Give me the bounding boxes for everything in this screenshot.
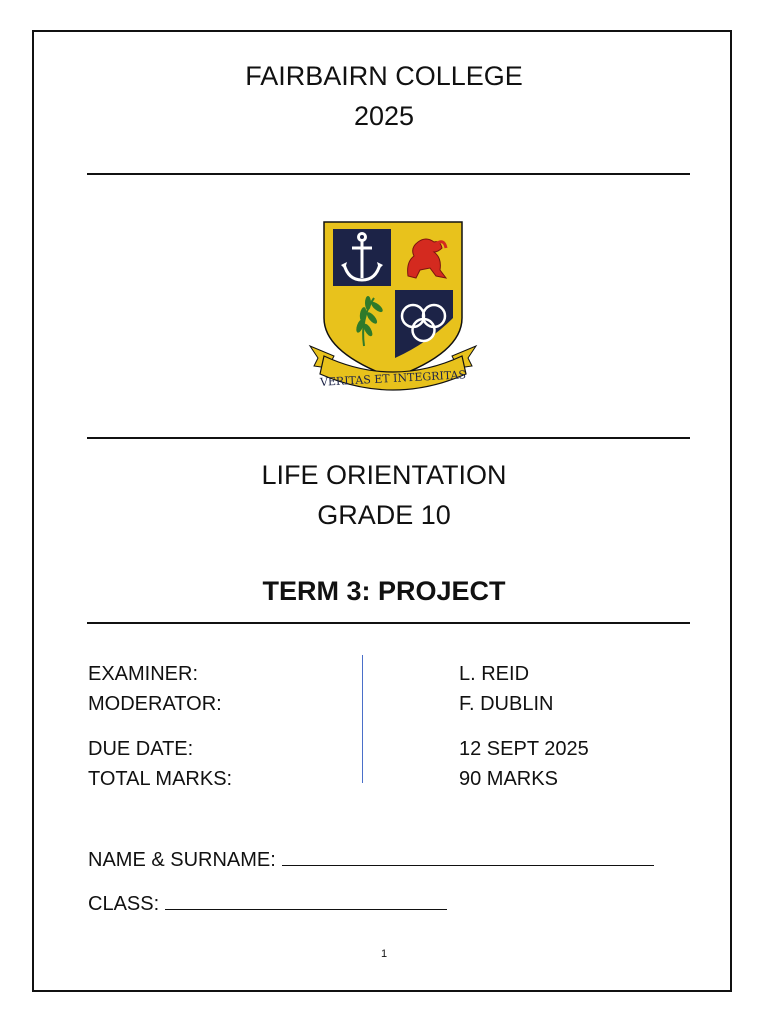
school-year: 2025 xyxy=(353,101,415,131)
divider-top xyxy=(87,173,690,175)
examiner-value: L. REID xyxy=(459,663,530,685)
class-field[interactable] xyxy=(88,889,447,914)
total-marks-value: 90 MARKS xyxy=(459,768,558,790)
details-column-divider xyxy=(362,655,363,783)
name-surname-label: NAME & SURNAME: xyxy=(88,849,276,871)
moderator-label: MODERATOR: xyxy=(88,693,222,715)
task-title: TERM 3: PROJECT xyxy=(262,576,506,606)
name-surname-blank[interactable] xyxy=(282,845,654,866)
grade-label: GRADE 10 xyxy=(317,500,451,530)
divider-middle xyxy=(87,437,690,439)
subject-name: LIFE ORIENTATION xyxy=(261,460,507,490)
crest-motto: VERITAS ET INTEGRITAS xyxy=(319,368,467,389)
class-blank[interactable] xyxy=(165,889,447,910)
due-date-value: 12 SEPT 2025 xyxy=(459,738,589,760)
page-number: 1 xyxy=(380,948,388,960)
school-crest-logo xyxy=(308,218,478,393)
name-surname-field[interactable] xyxy=(88,845,654,870)
school-name: FAIRBAIRN COLLEGE xyxy=(245,61,523,91)
examiner-label: EXAMINER: xyxy=(88,663,199,685)
class-label: CLASS: xyxy=(88,893,160,915)
divider-lower xyxy=(87,622,690,624)
due-date-label: DUE DATE: xyxy=(88,738,194,760)
moderator-value: F. DUBLIN xyxy=(459,693,554,715)
total-marks-label: TOTAL MARKS: xyxy=(88,768,233,790)
